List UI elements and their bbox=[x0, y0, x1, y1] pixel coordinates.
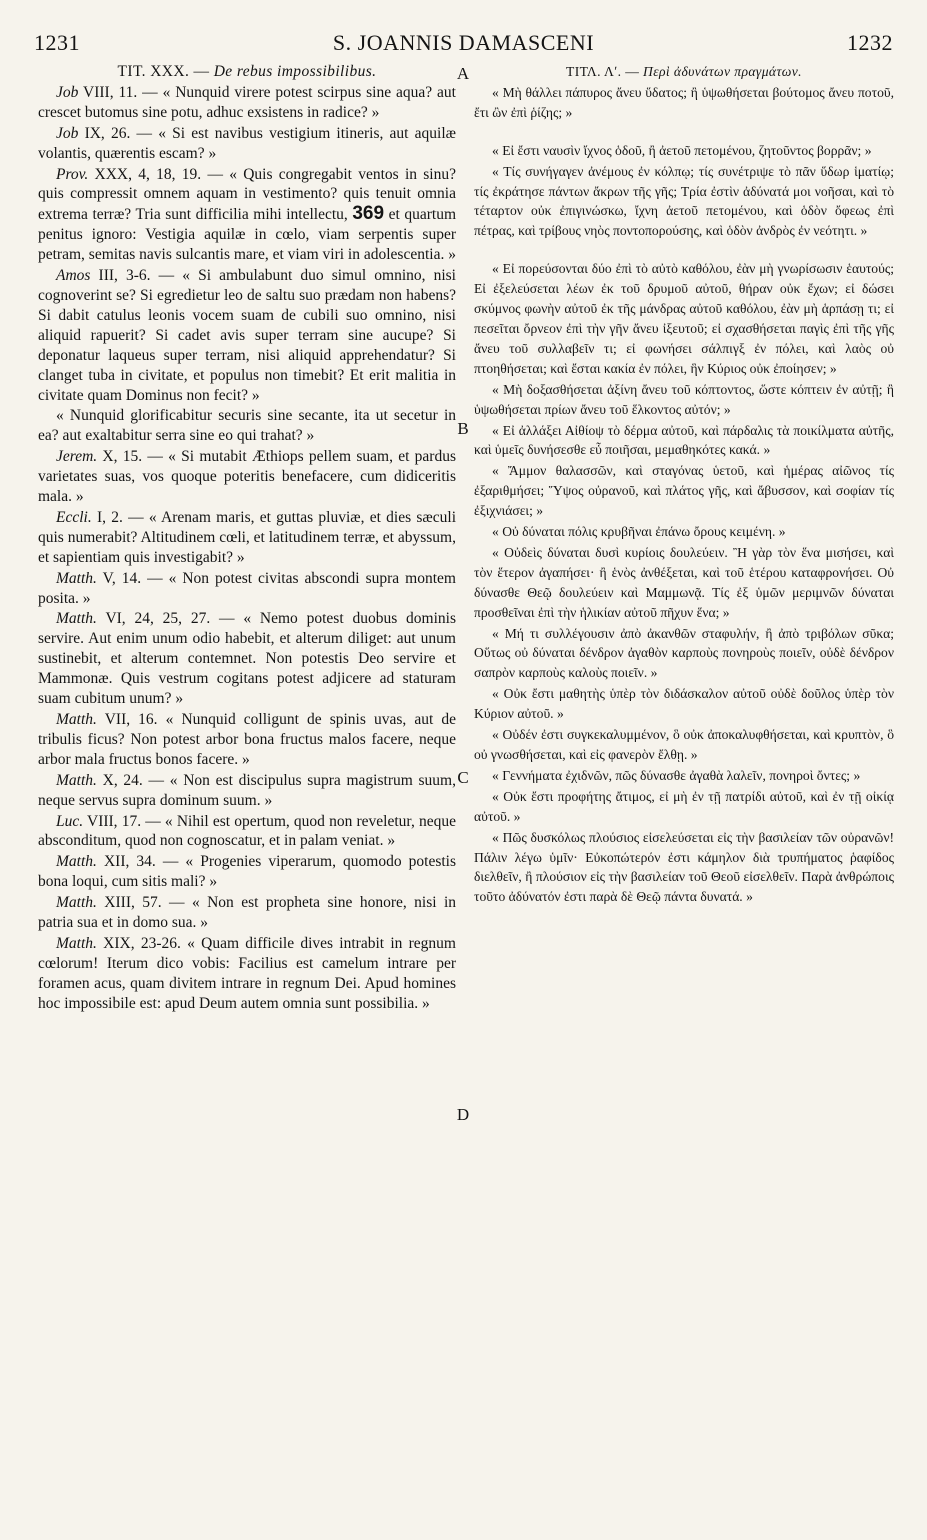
latin-paragraph bbox=[38, 266, 456, 405]
latin-body bbox=[38, 83, 456, 1014]
greek-body bbox=[474, 83, 894, 907]
left-page-number: 1231 bbox=[34, 30, 80, 55]
latin-paragraph bbox=[38, 447, 456, 507]
margin-letter-d: D bbox=[456, 1105, 470, 1124]
greek-paragraph: « Οὐκ ἔστι προφήτης ἄτιμος, εἰ μὴ ἐν τῇ πατρίδι αὐτοῦ, καὶ ἐν τῇ οἰκίᾳ αὐτοῦ. » bbox=[474, 788, 894, 824]
latin-title-subject: De rebus impossibilibus. bbox=[213, 63, 377, 80]
paragraph-text: XXX, 4, 18, 19. — « Quis congregabit ventos in sinu? quis compressit omnem aquam in vestimento? quis tenuit omnia extrema terræ? Tria sunt difficilia mihi intellectu, bbox=[38, 165, 456, 224]
greek-paragraph: « Οὐκ ἔστι μαθητὴς ὑπὲρ τὸν διδάσκαλον αὐτοῦ οὐδὲ δοῦλος ὑπὲρ τὸν Κύριον αὐτοῦ. » bbox=[474, 686, 894, 722]
latin-paragraph bbox=[38, 124, 456, 164]
right-page-number: 1232 bbox=[847, 30, 893, 55]
scripture-reference: Matth. bbox=[56, 853, 97, 871]
paragraph-text: XII, 34. — « Progenies viperarum, quomodo potestis bona loqui, cum sitis mali? » bbox=[38, 853, 456, 891]
paragraph-text: I, 2. — « Arenam maris, et guttas pluviæ, et dies sæculi quis numerabit? Altitudinem cœli, et latitudinem terræ, et abyssum, et sapientiam quis investigabit? » bbox=[38, 508, 456, 566]
latin-paragraph bbox=[38, 83, 456, 123]
paragraph-text: XIX, 23-26. « Quam difficile dives intrabit in regnum cœlorum! Iterum dico vobis: Facilius est camelum intrare per foramen acus, quam divitem intrare in regnum Dei. Apud homines hoc impossibile est: apud Deum autem omnia sunt possibilia. » bbox=[38, 934, 456, 1012]
greek-title bbox=[474, 62, 894, 82]
scripture-reference: Jerem. bbox=[56, 448, 98, 466]
paragraph-text: V, 14. — « Non potest civitas abscondi supra montem posita. » bbox=[38, 569, 456, 607]
scripture-reference: Amos bbox=[56, 267, 91, 285]
paragraph-text: IX, 26. — « Si est navibus vestigium itineris, aut aquilæ volantis, quærentis escam? » bbox=[38, 124, 456, 162]
greek-paragraph: « Οὐδεὶς δύναται δυσὶ κυρίοις δουλεύειν. Ἢ γὰρ τὸν ἕνα μισήσει, καὶ τὸν ἕτερον ἀγαπήσει· ἢ ἑνὸς ἀνθέξεται, καὶ τοῦ ἑτέρου καταφρονήσει. Οὐ δύνασθε Θεῷ δουλεύειν καὶ Μαμμωνᾷ. Τίς ἐξ ὑμῶν μεριμνῶν δύναται προσθεῖναι ἐπὶ τὴν ἡλικίαν αὐτοῦ πῆχυν ἕνα; » bbox=[474, 544, 894, 620]
scripture-reference: Job bbox=[56, 83, 79, 101]
running-title: S. JOANNIS DAMASCENI bbox=[332, 30, 595, 55]
greek-paragraph: « Οὐ δύναται πόλις κρυβῆναι ἐπάνω ὄρους κειμένη. » bbox=[492, 524, 786, 540]
page-header bbox=[34, 30, 893, 60]
latin-paragraph bbox=[38, 771, 456, 811]
paragraph-text: III, 3-6. — « Si ambulabunt duo simul omnino, nisi cognoverint se? Si egredietur leo de saltu suo prædam non habens? Si dabit catulus leonis vocem suam de cubili suo omnino, nisi aliquid rapuerit? Si cadet avis super terram sine aucupe? Si deponatur laqueus super terram, nisi aliquid apprehendatur? Si clanget tuba in civitate, et populus non timebit? Et erit malitia in civitate quam Dominus non fecit? » bbox=[38, 267, 456, 404]
margin-letter-b: B bbox=[457, 419, 469, 438]
greek-paragraph: « Εἰ ἀλλάξει Αἰθίοψ τὸ δέρμα αὐτοῦ, καὶ πάρδαλις τὰ ποικίλματα αὐτῆς, καὶ ὑμεῖς δυνήσεσθε εὖ ποιῆσαι, μεμαθηκότες κακά. » bbox=[474, 422, 894, 458]
greek-paragraph: « Μὴ θάλλει πάπυρος ἄνευ ὕδατος; ἢ ὑψωθήσεται βούτομος ἄνευ ποτοῦ, ἔτι ὢν ἐπὶ ῥίζης; » bbox=[474, 84, 894, 120]
margin-letter-a: A bbox=[456, 64, 470, 83]
scripture-reference: Matth. bbox=[56, 711, 97, 728]
greek-paragraph: « Μὴ δοξασθήσεται ἀξίνη ἄνευ τοῦ κόπτοντος, ὥστε κόπτειν ἐν αὐτῇ; ἢ ὑψωθήσεται πρίων ἄνευ τοῦ ἕλκοντος αὐτόν; » bbox=[474, 381, 894, 417]
latin-paragraph bbox=[38, 893, 456, 933]
greek-paragraph: « Γεννήματα ἐχιδνῶν, πῶς δύνασθε ἀγαθὰ λαλεῖν, πονηροὶ ὄντες; » bbox=[492, 767, 861, 783]
greek-paragraph: « Πῶς δυσκόλως πλούσιος εἰσελεύσεται εἰς τὴν βασιλείαν τῶν οὐρανῶν! Πάλιν λέγω ὑμῖν· Εὐκοπώτερόν ἐστι κάμηλον διὰ τρυπήματος ῥαφίδος διελθεῖν, ἢ πλούσιον εἰς τὴν βασιλείαν τοῦ Θεοῦ εἰσελθεῖν. Παρὰ ἀνθρώποις τοῦτο ἀδύνατόν ἐστι παρὰ δὲ Θεῷ πάντα δυνατά. » bbox=[474, 829, 894, 905]
paragraph-text-continued: et quartum penitus ignoro: Vestigia aquilæ in cœlo, viam serpentis super petram, semitas navis sulcantis mare, et viam viri in adolescentia. » bbox=[38, 206, 456, 264]
greek-paragraph: « Μή τι συλλέγουσιν ἀπὸ ἀκανθῶν σταφυλήν, ἢ ἀπὸ τριβόλων σῦκα; Οὕτως οὐ δύναται δένδρον ἀγαθὸν καρποὺς πονηροὺς ποιεῖν, οὐδὲ δένδρον σαπρὸν καρποὺς καλοὺς ποιεῖν. » bbox=[474, 625, 894, 681]
greek-paragraph: « Ἄμμον θαλασσῶν, καὶ σταγόνας ὑετοῦ, καὶ ἡμέρας αἰῶνος τίς ἐξαριθμήσει; Ὕψος οὐρανοῦ, καὶ πλάτος γῆς, καὶ ἄβυσσον, καὶ σοφίαν τίς ἐξιχνιάσει; » bbox=[474, 463, 894, 519]
latin-paragraph bbox=[38, 812, 456, 852]
paragraph-text: VIII, 17. — « Nihil est opertum, quod non reveletur, neque absconditum, quod non cognoscatur, et in palam veniat. » bbox=[38, 812, 456, 850]
scripture-reference: Matth. bbox=[56, 771, 97, 789]
latin-title-label: TIT. XXX. — bbox=[117, 63, 214, 80]
scripture-reference: Matth. bbox=[56, 569, 97, 587]
paragraph-text: VI, 24, 25, 27. — « Nemo potest duobus dominis servire. Aut enim unum odio habebit, et alterum diliget: aut unum sustinebit, et alterum contemnet. Non potestis Deo servire et Mammonæ. Quis vestrum cogitans potest adjicere ad staturam suam cubitum unum? » bbox=[38, 610, 456, 708]
scripture-reference: Matth. bbox=[56, 894, 97, 912]
column-number-marker: 369 bbox=[352, 203, 385, 225]
scripture-reference: Luc. bbox=[56, 812, 84, 830]
paragraph-text: VII, 16. « Nunquid colligunt de spinis uvas, aut de tribulis ficus? Non potest arbor bona fructus malos facere, neque arbor mala fructus bonos facere. » bbox=[38, 711, 456, 768]
scripture-reference: Eccli. bbox=[56, 508, 92, 526]
paragraph-text: X, 24. — « Non est discipulus supra magistrum suum, neque servus supra dominum suum. » bbox=[38, 771, 456, 809]
greek-paragraph: « Εἰ πορεύσονται δύο ἐπὶ τὸ αὐτὸ καθόλου, ἐὰν μὴ γνωρίσωσιν ἑαυτούς; Εἰ ἐξελεύσεται λέων ἐκ τοῦ δρυμοῦ αὐτοῦ, θήραν οὐκ ἔχων; εἰ δώσει σκύμνος φωνὴν αὐτοῦ ἐκ τῆς μάνδρας αὐτοῦ καθόλου, ἐὰν μὴ ἁρπάσῃ τι; εἰ πεσεῖται ὄρνεον ἐπὶ τὴν γῆν ἄνευ ἰξευτοῦ; εἰ σχασθήσεται παγὶς ἐπὶ τῆς γῆς ἄνευ τοῦ συλλαβεῖν τι; εἰ φωνήσει σάλπιγξ ἐν πόλει, καὶ λαὸς οὐ πτοηθήσεται; καὶ ἔσται κακία ἐν πόλει, ἣν Κύριος οὐκ ἐποίησεν; » bbox=[474, 261, 894, 376]
paragraph-text: « Nunquid glorificabitur securis sine secante, ita ut secetur in ea? aut exaltabitur serra sine eo qui trahat? » bbox=[38, 407, 456, 445]
paragraph-text: VIII, 11. — « Nunquid virere potest scirpus sine aqua? aut crescet butomus sine potu, adhuc exsistens in radice? » bbox=[38, 83, 456, 121]
greek-title-subject: Περὶ ἀδυνάτων πραγμάτων. bbox=[643, 64, 802, 79]
paragraph-text: XIII, 57. — « Non est propheta sine honore, nisi in patria sua et in domo sua. » bbox=[38, 894, 456, 932]
scripture-reference: Job bbox=[56, 124, 79, 142]
latin-column bbox=[38, 62, 456, 1015]
greek-column bbox=[474, 62, 894, 908]
latin-paragraph bbox=[38, 165, 456, 266]
greek-paragraph: « Οὐδέν ἐστι συγκεκαλυμμένον, ὃ οὐκ ἀποκαλυφθήσεται, καὶ κρυπτὸν, ὃ οὐ γνωσθήσεται, καὶ εἰς φανερὸν ἔλθῃ. » bbox=[474, 727, 894, 762]
latin-paragraph bbox=[38, 934, 456, 1014]
latin-paragraph bbox=[38, 406, 456, 446]
latin-paragraph bbox=[38, 852, 456, 892]
greek-paragraph: « Εἰ ἔστι ναυσὶν ἴχνος ὁδοῦ, ἢ ἀετοῦ πετομένου, ζητοῦντος βορρᾶν; » bbox=[492, 142, 872, 158]
scripture-reference: Matth. bbox=[56, 610, 97, 628]
margin-letter-c: C bbox=[457, 768, 469, 787]
latin-paragraph bbox=[38, 569, 456, 609]
scripture-reference: Prov. bbox=[56, 165, 89, 183]
paragraph-text: X, 15. — « Si mutabit Æthiops pellem suam, et pardus varietates suas, vos quoque poteritis benefacere, cum didiceritis mala. » bbox=[38, 448, 456, 506]
greek-paragraph: « Τίς συνήγαγεν ἀνέμους ἐν κόλπῳ; τίς συνέτριψε τὸ πᾶν ὕδωρ ἱματίῳ; τίς ἐκράτησε πάντων ἄκρων τῆς γῆς; Τρία ἐστὶν ἀδύνατά μοι νοῆσαι, καὶ τὸ τέταρτον οὐκ ἐπιγινώσκω, ἴχνη ἀετοῦ πετομένου, καὶ ὁδὸν ὄφεως ἐπὶ πέτρας, καὶ τρίβους νηὸς ποντοπορούσης, καὶ ὁδὸν ἀνδρὸς ἐν νεότητι. » bbox=[474, 163, 894, 239]
latin-paragraph bbox=[38, 508, 456, 568]
latin-paragraph bbox=[38, 609, 456, 709]
scripture-reference: Matth. bbox=[56, 934, 97, 952]
latin-title bbox=[38, 62, 456, 82]
greek-title-label: ΤΙΤΛ. Λʹ. — bbox=[566, 64, 644, 79]
latin-paragraph bbox=[38, 710, 456, 770]
